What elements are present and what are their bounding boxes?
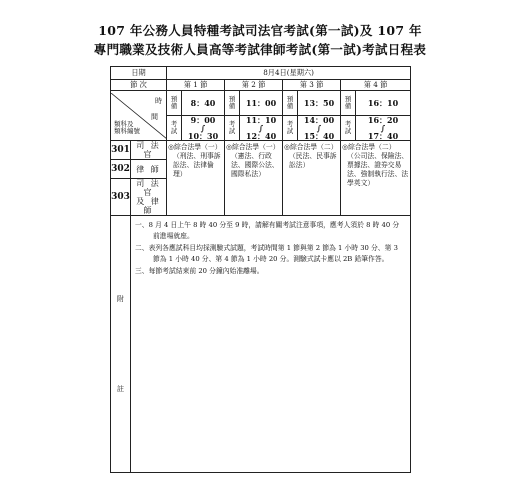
exam-time-1-end: 10：30 (187, 131, 219, 141)
subject-name: ◎綜合法學（一） (226, 143, 280, 151)
subject-detail: （公司法、保險法、票據法、證券交易法、強制執行法、法學英文） (347, 152, 409, 187)
notes-label: 附 註 (111, 216, 131, 473)
exam-label: 考 試 (225, 116, 240, 141)
prep-time-4: 16：10 (356, 91, 411, 116)
exam-label: 考 試 (167, 116, 182, 141)
subject-period-2 (225, 141, 283, 216)
exam-name: 律 師 (131, 160, 167, 179)
header-time-label: 時 (155, 96, 163, 105)
period-label: 節 次 (111, 80, 167, 91)
note-item: 三、每節考試結束前 20 分鐘內始准離場。 (135, 267, 264, 275)
exam-time-3-start: 14：00 (303, 115, 335, 125)
period-2: 第 2 節 (225, 80, 283, 91)
subject-period-1 (167, 141, 225, 216)
exam-time-4-start: 16：20 (367, 115, 399, 125)
exam-time-3-end: 15：40 (303, 131, 335, 141)
header-jian-label: 間 (151, 112, 159, 121)
exam-time-2-end: 12：40 (245, 131, 277, 141)
exam-time-2-start: 11：10 (245, 115, 277, 125)
exam-name: 司 法 官 (131, 141, 167, 160)
subject-name: ◎綜合法學（一） (168, 143, 222, 151)
header-category-label: 類科及 類科編號 (114, 119, 140, 135)
subject-detail: （刑法、刑事訴訟法、法律倫理） (173, 152, 221, 178)
exam-time-3-sep: ∫ (316, 123, 322, 133)
subject-period-3 (283, 141, 341, 216)
period-3: 第 3 節 (283, 80, 341, 91)
prep-label: 預 備 (225, 91, 240, 116)
period-4: 第 4 節 (341, 80, 411, 91)
schedule-title-line-2: 專門職業及技術人員高等考試律師考試(第一試)考試日程表 (93, 42, 427, 57)
date-label: 日期 (111, 67, 167, 80)
exam-code: 301 (111, 141, 131, 160)
exam-label: 考 試 (283, 116, 298, 141)
prep-time-3: 13：50 (298, 91, 341, 116)
subject-name: ◎綜合法學（二） (284, 143, 338, 151)
subject-detail: （民法、民事訴訟法） (289, 152, 337, 169)
prep-label: 預 備 (167, 91, 182, 116)
prep-label: 預 備 (283, 91, 298, 116)
schedule-title-line-1: 107 年公務人員特種考試司法官考試(第一試)及 107 年 (98, 23, 422, 38)
exam-time-4-sep: ∫ (380, 123, 386, 133)
exam-time-1-sep: ∫ (200, 123, 206, 133)
exam-code: 302 (111, 160, 131, 179)
subject-name: ◎綜合法學（二） (342, 143, 396, 151)
prep-label: 預 備 (341, 91, 356, 116)
exam-label: 考 試 (341, 116, 356, 141)
prep-time-1: 8：40 (182, 91, 225, 116)
note-item: 一、8 月 4 日上午 8 時 40 分至 9 時，請解有關考試注意事項，應考人須於 8 時 40 分前進場就座。 (135, 221, 400, 240)
period-1: 第 1 節 (167, 80, 225, 91)
exam-time-2-sep: ∫ (258, 123, 264, 133)
prep-time-2: 11：00 (240, 91, 283, 116)
exam-time-4-end: 17：40 (367, 131, 399, 141)
exam-code: 303 (111, 179, 131, 216)
exam-time-1-start: 9：00 (190, 115, 216, 125)
subject-detail: （憲法、行政法、國際公法、國際私法） (231, 152, 279, 178)
exam-time-2 (240, 116, 283, 141)
exam-schedule-table (110, 66, 411, 473)
exam-time-4 (356, 116, 411, 141)
exam-time-1 (182, 116, 225, 141)
notes-cell (131, 216, 411, 473)
exam-name: 司 法 官 及 律 師 (131, 179, 167, 216)
header-diagonal-cell (111, 91, 167, 141)
date-value: 8月4日(星期六) (167, 67, 411, 80)
exam-time-3 (298, 116, 341, 141)
note-item: 二、表列各應試科目均採測驗式試題，考試時間第 1 節與第 2 節為 1 小時 30 分、第 3 節為 1 小時 40 分、第 4 節為 1 小時 20 分。測驗式試卡應以 2B 鉛筆作答。 (135, 244, 398, 263)
subject-period-4 (341, 141, 411, 216)
